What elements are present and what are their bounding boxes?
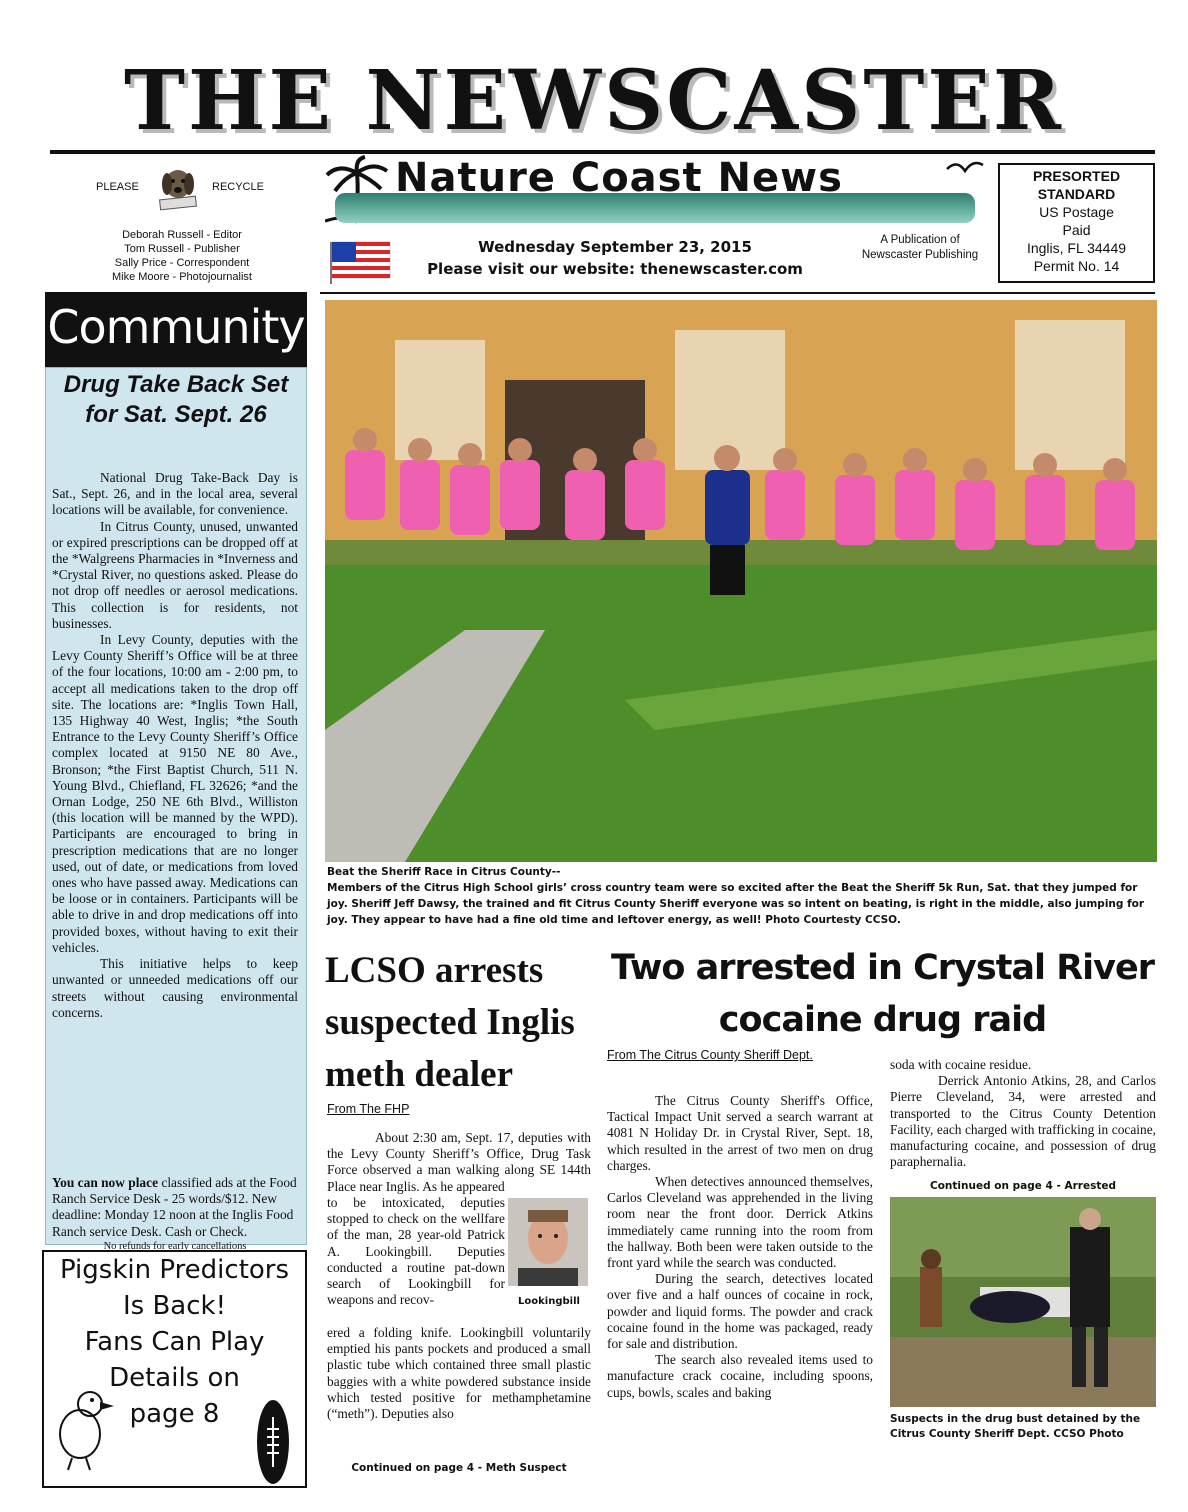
crystal-river-column-1 bbox=[607, 1093, 873, 1401]
lcso-paragraph-2: to be intoxicated, deputies stopped to check on the wellfare of the man, 28 year-old Patrick A. Lookingbill. Deputies conducted a routine pat-down search of Lookingbill for weapons and recov- bbox=[327, 1195, 505, 1308]
staff-publisher: Tom Russell - Publisher bbox=[124, 243, 240, 255]
crystal-river-continued: Continued on page 4 - Arrested bbox=[930, 1180, 1116, 1192]
nature-coast-news-logo bbox=[325, 155, 985, 225]
classified-ad-notice bbox=[52, 1175, 298, 1253]
classified-ad-text: classified ads at the Food Ranch Service Desk - 25 words/$12. New deadline: Monday 12 noon at the Inglis Food Ranch service Desk. Cash or Check. bbox=[52, 1175, 297, 1239]
photo-caption bbox=[327, 864, 1157, 928]
dateline bbox=[405, 236, 825, 280]
lookingbill-mugshot bbox=[508, 1198, 588, 1286]
lcso-continued: Continued on page 4 - Meth Suspect bbox=[351, 1462, 567, 1474]
drug-bust-photo bbox=[890, 1197, 1156, 1407]
no-refunds-note: No refunds for early cancellations bbox=[103, 1240, 247, 1252]
newspaper-title: THE NEWSCASTER bbox=[123, 53, 1065, 149]
recycle-notice bbox=[96, 164, 266, 214]
pigskin-line-5: page 8 bbox=[129, 1399, 220, 1429]
header-rule bbox=[320, 292, 1155, 294]
lcso-headline: LCSO arrests suspected Inglis meth dealer bbox=[325, 950, 575, 1095]
pigskin-line-3: Fans Can Play bbox=[84, 1327, 265, 1357]
photo-caption-title: Beat the Sheriff Race in Citrus County-- bbox=[327, 866, 561, 878]
lcso-paragraph-3: ered a folding knife. Lookingbill voluntarily emptied his pants pockets and produced a small plastic tube which contained three small plastic baggies with a white powdered substance inside which tested positive for methamphetamine (“meth”). Deputies also bbox=[327, 1325, 591, 1422]
photo-caption-text: Members of the Citrus High School girls’ cross country team were so excited after the Beat the Sheriff 5k Run, Sat. that they jumped for joy. Sheriff Jeff Dawsy, the trained and fit Citrus County Sheriff everyone was so intent on beating, is right in the middle, also jumping for joy. They appear to have had a fine old time and leftover energy, as well! Photo Courtesty CCSO. bbox=[327, 882, 1145, 926]
postage-presorted: PRESORTED bbox=[1032, 168, 1121, 184]
postage-us: US Postage bbox=[1039, 204, 1114, 220]
drug-bust-caption: Suspects in the drug bust detained by the Citrus County Sheriff Dept. CCSO Photo bbox=[890, 1413, 1141, 1440]
masthead-rule bbox=[50, 150, 1155, 154]
section-title: Community bbox=[45, 292, 307, 367]
postage-paid: Paid bbox=[1062, 222, 1091, 238]
publisher-note bbox=[850, 233, 990, 263]
crystal-paragraph: When detectives announced themselves, Carlos Cleveland was apprehended in the living room near the front door. Derrick Atkins immediately came running into the room from the hallway. Both been were taken outside to the front yard while the search was conducted. bbox=[607, 1174, 873, 1271]
issue-date: Wednesday September 23, 2015 bbox=[478, 238, 752, 256]
staff-photojournalist: Mike Moore - Photojournalist bbox=[111, 271, 252, 283]
sidebar-paragraph: In Citrus County, unused, unwanted or expired prescriptions can be dropped off at the *Walgreens Pharmacies in *Inverness and *Crystal River, no questions asked. Please do not drop off needles or aerosol medications. This collection is for residents, not businesses. bbox=[52, 518, 298, 631]
seagull-icon bbox=[945, 157, 985, 187]
sidebar-headline: Drug Take Back Set for Sat. Sept. 26 bbox=[63, 371, 289, 428]
crystal-paragraph: The search also revealed items used to manufacture crack cocaine, including spoons, cups, bowls, scales and baking bbox=[607, 1352, 873, 1400]
pigskin-line-1: Pigskin Predictors bbox=[59, 1255, 290, 1285]
postage-indicia bbox=[998, 163, 1155, 283]
sidebar-paragraph: In Levy County, deputies with the Levy County Sheriff’s Office will be at three of the four locations, 10:00 am - 2:00 pm, to accept all medications taken to the drop off site. The locations are: *Inglis Town Hall, 135 Highway 40 West, Inglis; *the South Entrance to the Levy County Sheriff’s Office complex located at 9150 NE 80 Ave., Bronson; *the First Baptist Church, 511 N. Young Blvd., Chiefland, FL 32626; *and the Ornan Lodge, 250 NE 6th Blvd., Williston (this location will be manned by the WPD). Participants are encouraged to bring in prescription medications that are no longer used, out of date, or medications from loved ones who have passed away. Medications can be loose or in containers. Participants will be able to drive in and drop medications off into provided boxes, without having to exit their vehicles. bbox=[52, 632, 298, 955]
lcso-byline: From The FHP bbox=[327, 1102, 410, 1116]
recycle-label: RECYCLE bbox=[212, 181, 264, 193]
postage-permit: Permit No. 14 bbox=[1033, 258, 1120, 274]
crystal-paragraph: The Citrus County Sheriff's Office, Tactical Impact Unit served a search warrant at 4081 N Holiday Dr. in Crystal River, Sept. 18, which resulted in the arrest of two men on drug charges. bbox=[607, 1093, 873, 1173]
crystal-col3-paragraph: Derrick Antonio Atkins, 28, and Carlos Pierre Cleveland, 34, were arrested and transported to the Citrus County Detention Facility, each charged with trafficking in cocaine, manufacturing cocaine, and possession of drug paraphernalia. bbox=[890, 1073, 1156, 1170]
classified-ad-lead: You can now place bbox=[52, 1175, 159, 1190]
lcso-text-1: About 2:30 am, Sept. 17, deputies with the Levy County Sheriff’s Office, Drug Task Force observed a man walking along SE 144th Place near Inglis. As he appeared bbox=[327, 1130, 591, 1194]
pigskin-predictors-box bbox=[42, 1250, 307, 1488]
postage-city: Inglis, FL 34449 bbox=[1026, 240, 1127, 256]
please-label: PLEASE bbox=[96, 181, 139, 193]
staff-editor: Deborah Russell - Editor bbox=[122, 229, 242, 241]
sidebar-paragraph: National Drug Take-Back Day is Sat., Sept. 26, and in the local area, several locations will be available, for convenience. bbox=[52, 470, 298, 518]
pigskin-line-2: Is Back! bbox=[122, 1291, 227, 1321]
football-icon bbox=[255, 1397, 291, 1487]
publisher-name: Newscaster Publishing bbox=[861, 249, 979, 261]
beat-the-sheriff-photo bbox=[325, 300, 1157, 862]
mugshot-label: Lookingbill bbox=[518, 1296, 580, 1307]
nature-coast-news-title: Nature Coast News bbox=[395, 155, 843, 201]
crystal-col3-lead: soda with cocaine residue. bbox=[890, 1057, 1032, 1072]
postage-standard: STANDARD bbox=[1037, 186, 1116, 202]
pigskin-line-4: Details on bbox=[109, 1363, 240, 1393]
cartoon-bird-icon bbox=[48, 1380, 118, 1472]
dog-reading-newspaper-icon bbox=[154, 164, 202, 212]
sidebar-paragraph: This initiative helps to keep unwanted or unneeded medications off our streets without causing environmental concerns. bbox=[52, 956, 298, 1020]
crystal-river-headline: Two arrested in Crystal River cocaine drug raid bbox=[611, 948, 1154, 1040]
sidebar-article-body bbox=[52, 470, 298, 1021]
crystal-river-column-2 bbox=[890, 1057, 1156, 1170]
american-flag-icon bbox=[330, 240, 392, 284]
crystal-paragraph: During the search, detectives located over five and a half ounces of cocaine in rock, powder and liquid forms. The powder and crack cocaine found in the home was packaged, ready for sale and distribution. bbox=[607, 1271, 873, 1352]
publication-of-label: A Publication of bbox=[880, 234, 960, 246]
website-line: Please visit our website: thenewscaster.com bbox=[427, 260, 803, 278]
lcso-paragraph-1 bbox=[327, 1130, 591, 1195]
crystal-river-byline: From The Citrus County Sheriff Dept. bbox=[607, 1048, 813, 1062]
staff-list bbox=[72, 228, 292, 284]
staff-correspondent: Sally Price - Correspondent bbox=[114, 257, 250, 269]
